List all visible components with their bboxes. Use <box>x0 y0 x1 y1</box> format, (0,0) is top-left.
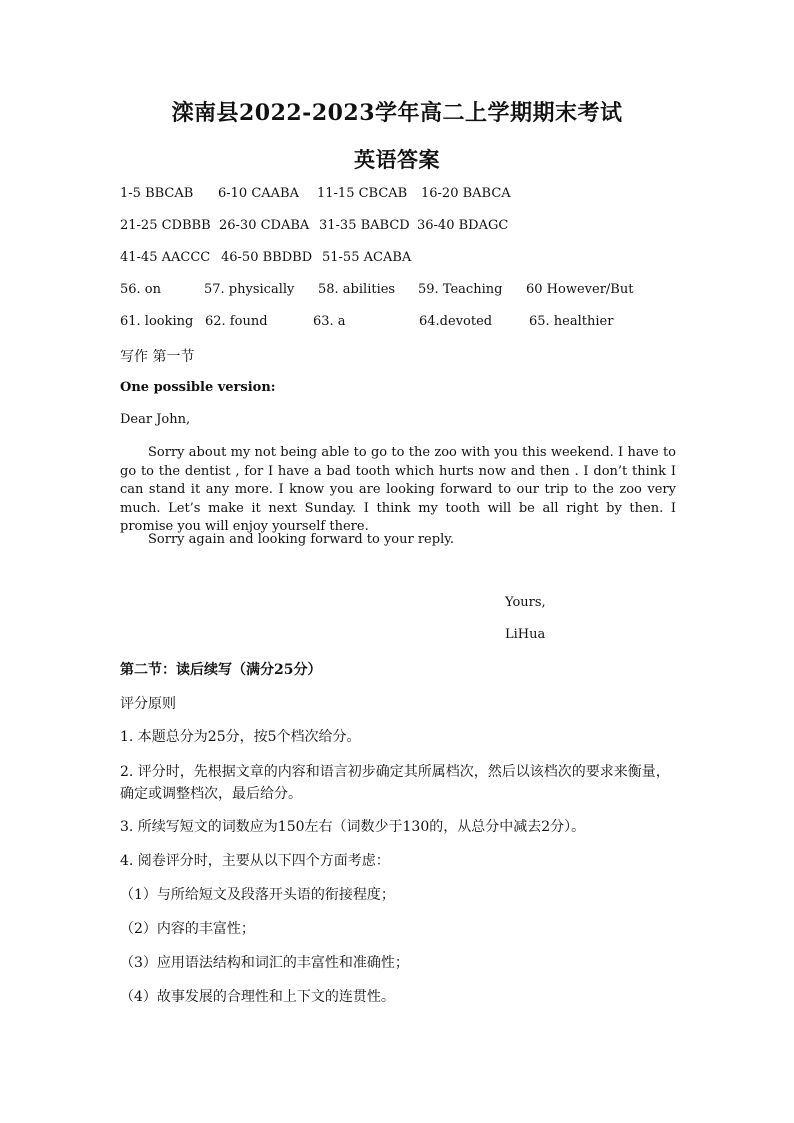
answer-item: 57. physically <box>204 282 295 297</box>
writing-section-1-heading: 写作 第一节 <box>120 349 195 365</box>
answer-group: 26-30 CDABA <box>219 218 310 233</box>
answer-group: 51-55 ACABA <box>322 250 412 265</box>
answer-item: 62. found <box>205 314 268 329</box>
letter-paragraph-1: Sorry about my not being able to go to the zoo with you this weekend. I have to go to the dentist , for I have a bad tooth which hurts now and then . I don’t think I can stand it any more. I know you are looking forward to our trip to the zoo very much. Let’s make it next Sunday. I think my tooth will be all right by then. I promise you will enjoy yourself there. <box>120 445 676 534</box>
letter-paragraph-2: Sorry again and looking forward to your reply. <box>148 532 454 547</box>
answer-group: 41-45 AACCC <box>120 250 211 265</box>
letter-greeting: Dear John, <box>120 412 191 427</box>
writing-section-2-heading: 第二节：读后续写（满分25分） <box>120 662 322 678</box>
answer-group: 31-35 BABCD <box>319 218 410 233</box>
answer-group: 36-40 BDAGC <box>417 218 509 233</box>
answer-item: 56. on <box>120 282 162 297</box>
answer-item: 58. abilities <box>318 282 396 297</box>
answer-item: 59. Teaching <box>418 282 503 297</box>
answer-item: 64.devoted <box>419 314 493 329</box>
scoring-rule-4: 4. 阅卷评分时，主要从以下四个方面考虑： <box>120 853 390 869</box>
answer-item: 60 However/But <box>526 282 634 297</box>
scoring-rule-2: 2. 评分时，先根据文章的内容和语言初步确定其所属档次，然后以该档次的要求来衡量，确定或调整档次，最后给分。 <box>120 764 670 802</box>
scoring-subrule-2: （2）内容的丰富性； <box>120 921 255 937</box>
scoring-subrule-1: （1）与所给短文及段落开头语的衔接程度； <box>120 887 395 903</box>
page-title: 滦南县2022-2023学年高二上学期期末考试 <box>171 100 623 126</box>
answer-group: 46-50 BBDBD <box>221 250 313 265</box>
letter-signature: LiHua <box>505 627 546 642</box>
page-subtitle: 英语答案 <box>354 147 440 172</box>
answer-item: 61. looking <box>120 314 194 329</box>
scoring-rule-3: 3. 所续写短文的词数应为150左右（词数少于130的，从总分中减去2分）。 <box>120 819 586 835</box>
answer-group: 11-15 CBCAB <box>317 186 408 201</box>
answer-item: 65. healthier <box>529 314 614 329</box>
answer-group: 1-5 BBCAB <box>120 186 194 201</box>
answer-group: 21-25 CDBBB <box>120 218 211 233</box>
scoring-subrule-4: （4）故事发展的合理性和上下文的连贯性。 <box>120 989 395 1005</box>
answer-group: 16-20 BABCA <box>421 186 511 201</box>
scoring-rule-1: 1. 本题总分为25分，按5个档次给分。 <box>120 729 361 745</box>
letter-closing: Yours, <box>505 595 546 610</box>
scoring-subrule-3: （3）应用语法结构和词汇的丰富性和准确性； <box>120 955 409 971</box>
answer-group: 6-10 CAABA <box>218 186 300 201</box>
version-label: One possible version: <box>120 380 276 395</box>
answer-item: 63. a <box>313 314 346 329</box>
scoring-rules-title: 评分原则 <box>120 696 176 712</box>
